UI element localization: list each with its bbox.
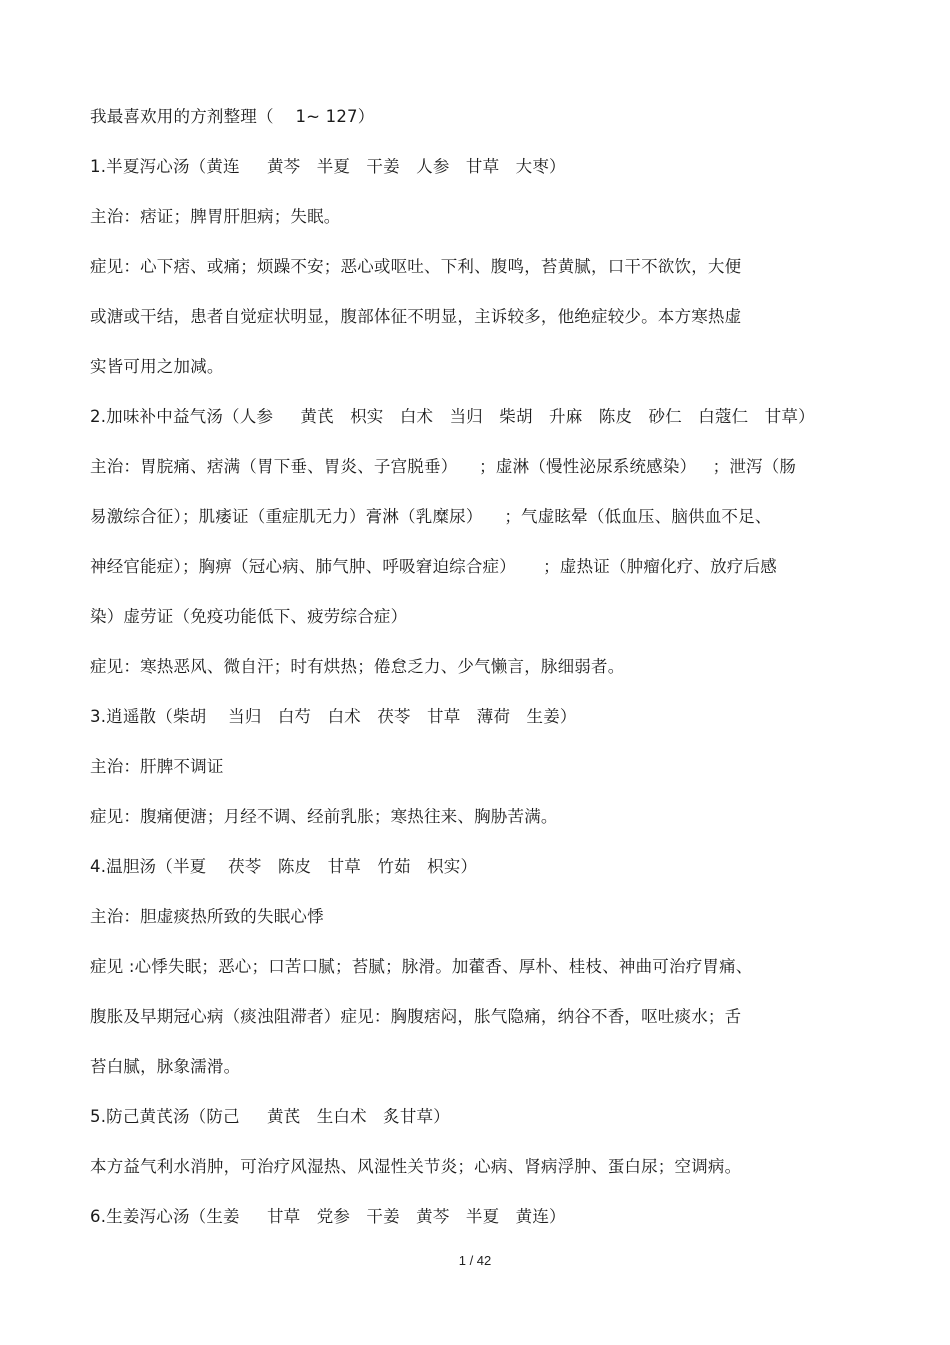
- formula-heading-4: 4.温胆汤（半夏 茯苓 陈皮 甘草 竹茹 枳实）: [90, 857, 478, 876]
- text-line: 症见：寒热恶风、微自汗；时有烘热；倦怠乏力、少气懒言，脉细弱者。: [90, 657, 625, 676]
- text-line: 本方益气利水消肿，可治疗风湿热、风湿性关节炎；心病、肾病浮肿、蛋白尿；空调病。: [90, 1157, 742, 1176]
- text-line: 主治：肝脾不调证: [90, 757, 224, 776]
- text-line: 苔白腻，脉象濡滑。: [90, 1057, 241, 1076]
- text-line: 易激综合征）；肌痿证（重症肌无力）膏淋（乳糜尿） ；气虚眩晕（低血压、脑供血不足、: [90, 507, 772, 526]
- text-line: 症见：心下痞、或痛；烦躁不安；恶心或呕吐、下利、腹鸣，苔黄腻，口干不欲饮，大便: [90, 257, 742, 276]
- text-line: 症见 :心悸失眠；恶心；口苦口腻；苔腻；脉滑。加藿香、厚朴、桂枝、神曲可治疗胃痛、: [90, 957, 753, 976]
- text-line: 主治：胃脘痛、痞满（胃下垂、胃炎、子宫脱垂） ；虚淋（慢性泌尿系统感染） ；泄泻（肠: [90, 457, 797, 476]
- text-line: 腹胀及早期冠心病（痰浊阻滞者）症见：胸腹痞闷，胀气隐痛，纳谷不香，呕吐痰水；舌: [90, 1007, 742, 1026]
- document-title: 我最喜欢用的方剂整理（ 1~ 127）: [90, 107, 375, 126]
- formula-heading-1: 1.半夏泻心汤（黄连 黄芩 半夏 干姜 人参 甘草 大枣）: [90, 157, 566, 176]
- formula-heading-6: 6.生姜泻心汤（生姜 甘草 党参 干姜 黄芩 半夏 黄连）: [90, 1207, 566, 1226]
- text-line: 主治：痞证；脾胃肝胆病；失眠。: [90, 207, 341, 226]
- text-line: 症见：腹痛便溏；月经不调、经前乳胀；寒热往来、胸胁苦满。: [90, 807, 558, 826]
- text-line: 神经官能症）；胸痹（冠心病、肺气肿、呼吸窘迫综合症） ；虚热证（肿瘤化疗、放疗后感: [90, 557, 777, 576]
- text-line: 染）虚劳证（免疫功能低下、疲劳综合症）: [90, 607, 408, 626]
- text-line: 或溏或干结，患者自觉症状明显，腹部体征不明显，主诉较多，他绝症较少。本方寒热虚: [90, 307, 742, 326]
- formula-heading-3: 3.逍遥散（柴胡 当归 白芍 白术 茯苓 甘草 薄荷 生姜）: [90, 707, 577, 726]
- formula-heading-2: 2.加味补中益气汤（人参 黄芪 枳实 白术 当归 柴胡 升麻 陈皮 砂仁 白蔻仁 甘草）: [90, 407, 815, 426]
- text-line: 实皆可用之加减。: [90, 357, 224, 376]
- text-line: 主治：胆虚痰热所致的失眠心悸: [90, 907, 324, 926]
- formula-heading-5: 5.防己黄芪汤（防己 黄芪 生白术 炙甘草）: [90, 1107, 450, 1126]
- page-number: 1 / 42: [458, 1253, 492, 1268]
